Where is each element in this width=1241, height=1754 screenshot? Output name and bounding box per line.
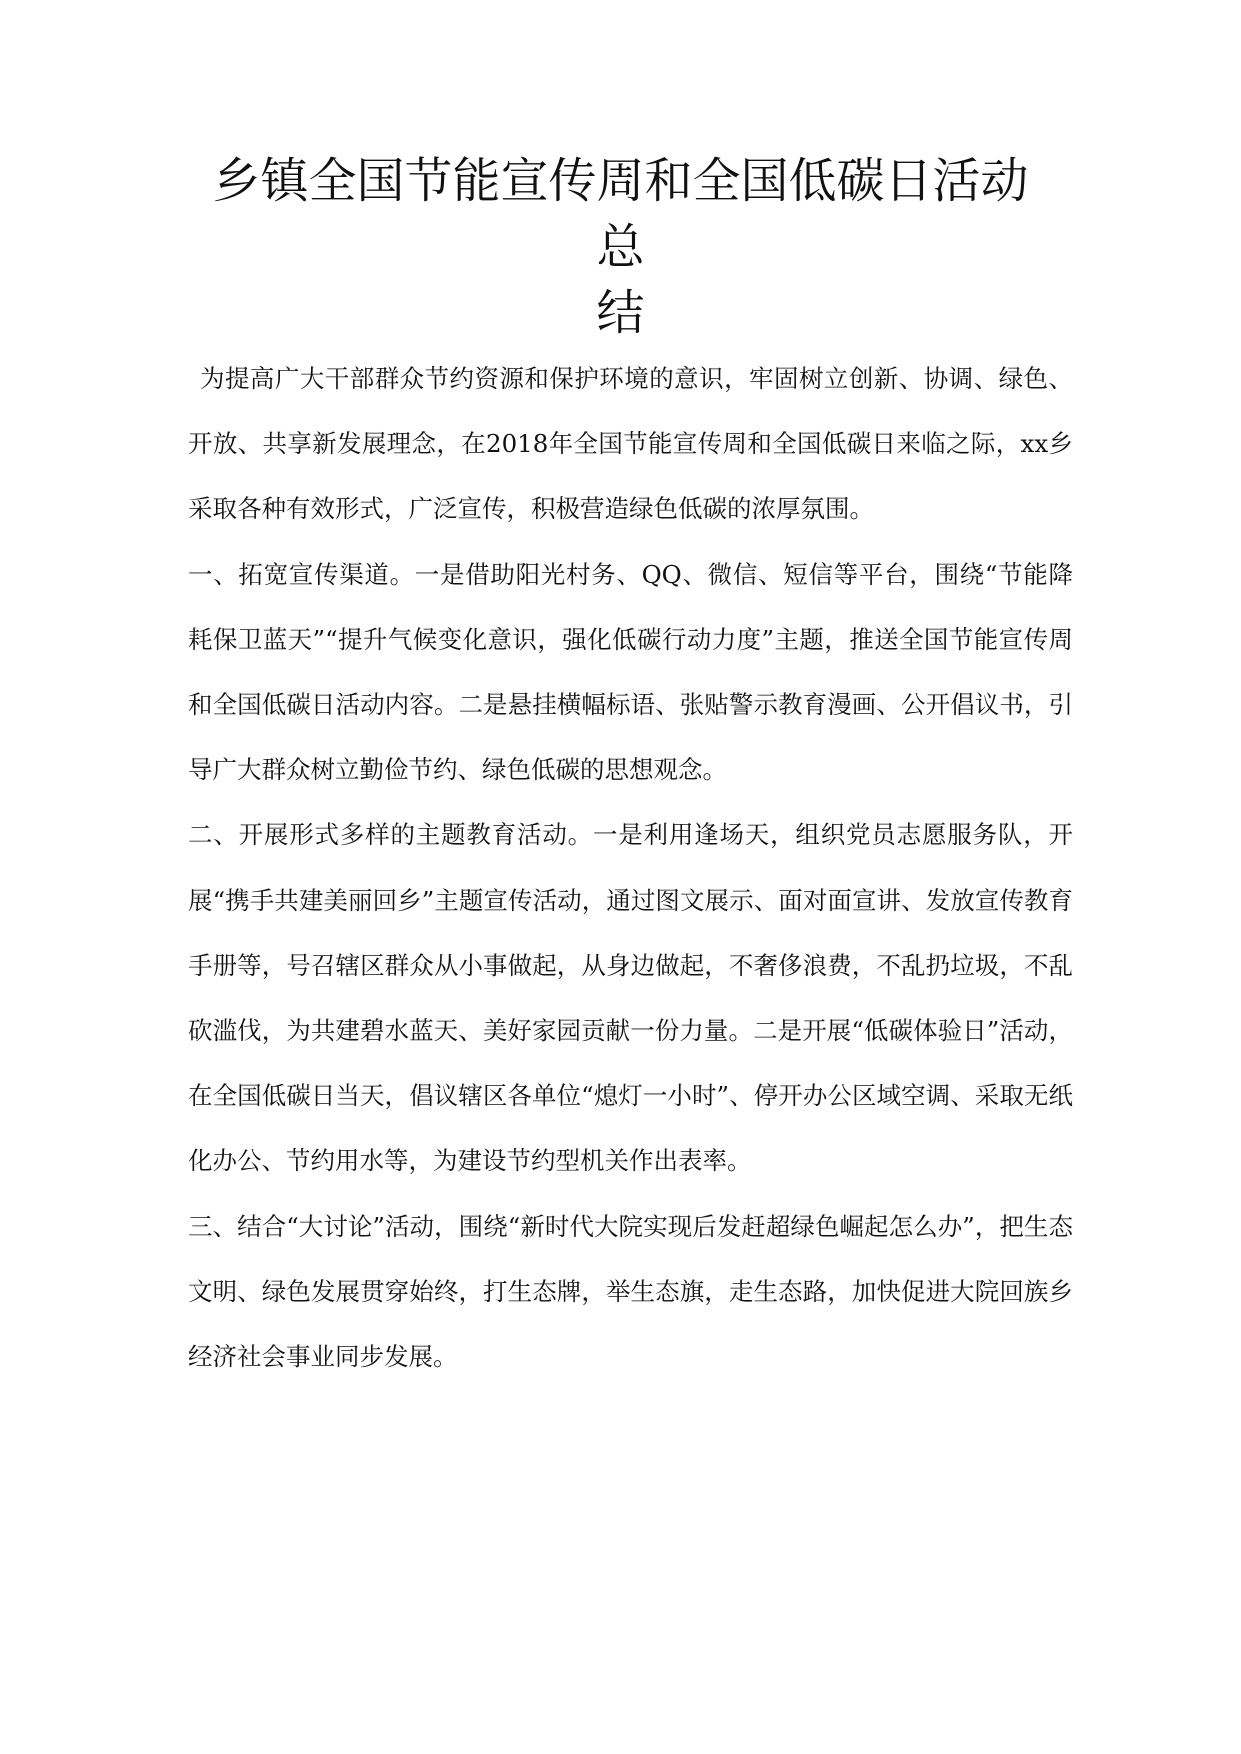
document-body <box>188 346 1073 1389</box>
document-title-line-2: 结 <box>596 285 645 341</box>
document-title <box>190 148 1051 346</box>
section-2-paragraph: 二、开展形式多样的主题教育活动。一是利用逢场天，组织党员志愿服务队，开展“携手共建美丽回乡”主题宣传活动，通过图文展示、面对面宣讲、发放宣传教育手册等，号召辖区群众从小事做起，从身边做起，不奢侈浪费，不乱扔垃圾，不乱砍滥伐，为共建碧水蓝天、美好家园贡献一份力量。二是开展“低碳体验日”活动，在全国低碳日当天，倡议辖区各单位“熄灯一小时”、停开办公区域空调、采取无纸化办公、节约用水等，为建设节约型机关作出表率。 <box>188 820 1073 1176</box>
document-title-line-1: 乡镇全国节能宣传周和全国低碳日活动总 <box>212 153 1029 275</box>
section-1-paragraph: 一、拓宽宣传渠道。一是借助阳光村务、QQ、微信、短信等平台，围绕“节能降耗保卫蓝天”“提升气候变化意识，强化低碳行动力度”主题，推送全国节能宣传周和全国低碳日活动内容。二是悬挂横幅标语、张贴警示教育漫画、公开倡议书，引导广大群众树立勤俭节约、绿色低碳的思想观念。 <box>188 559 1073 785</box>
section-3-paragraph: 三、结合“大讨论”活动，围绕“新时代大院实现后发赶超绿色崛起怎么办”，把生态文明、绿色发展贯穿始终，打生态牌，举生态旗，走生态路，加快促进大院回族乡经济社会事业同步发展。 <box>188 1211 1073 1372</box>
intro-paragraph: 为提高广大干部群众节约资源和保护环境的意识，牢固树立创新、协调、绿色、开放、共享新发展理念，在2018年全国节能宣传周和全国低碳日来临之际，xx乡采取各种有效形式，广泛宣传，积极营造绿色低碳的浓厚氛围。 <box>188 364 1073 524</box>
